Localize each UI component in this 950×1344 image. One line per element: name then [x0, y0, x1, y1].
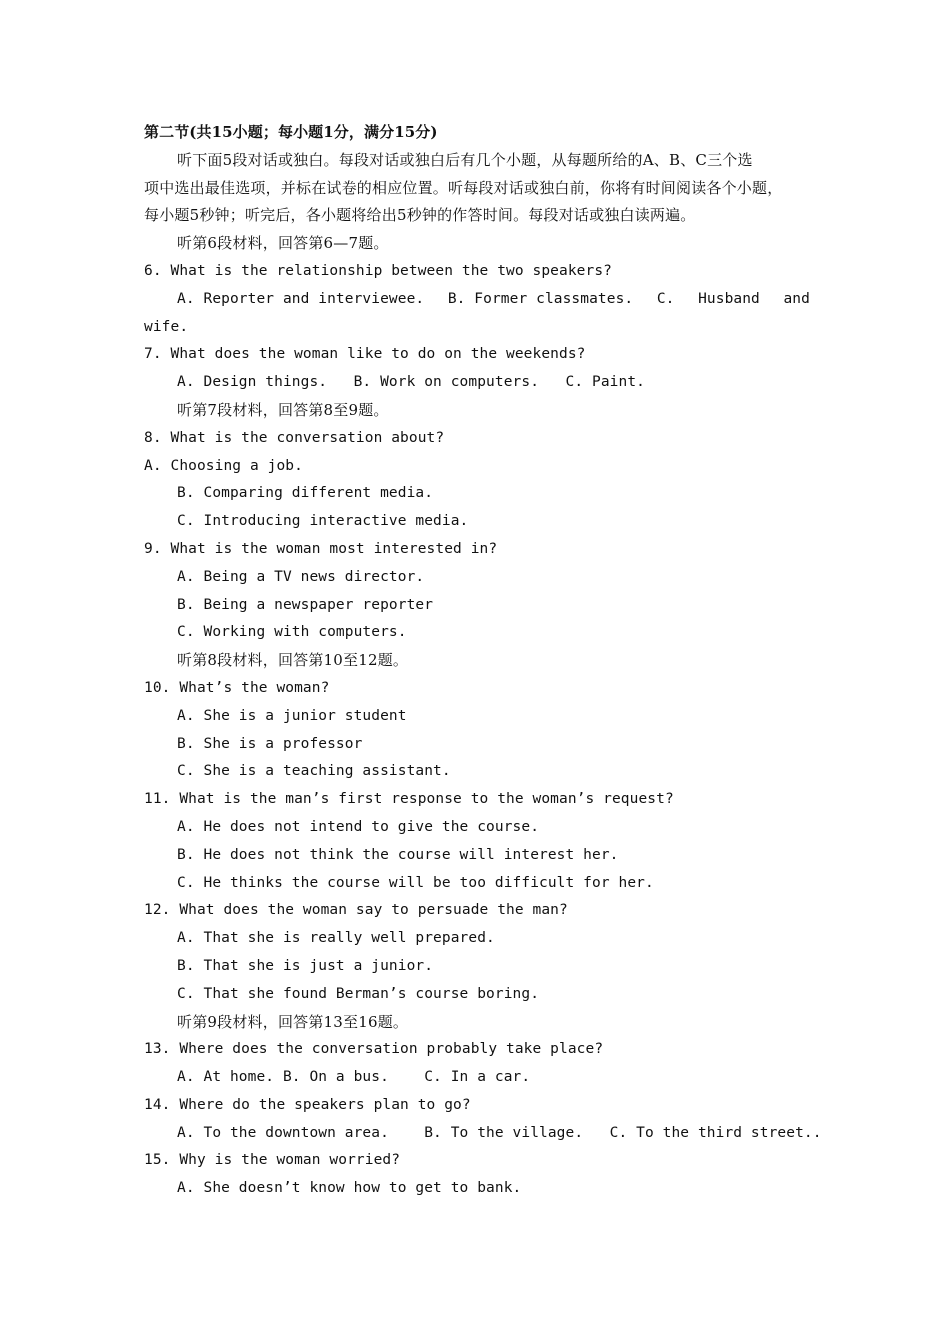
question-13-options: A. At home. B. On a bus. C. In a car.	[177, 1069, 531, 1086]
q11-option-a: A. He does not intend to give the course.	[177, 818, 540, 835]
question-8-stem: 8. What is the conversation about?	[144, 429, 445, 446]
question-14-options: A. To the downtown area. B. To the village. C. To the third street..	[177, 1124, 822, 1141]
q6-option-b: B. Former classmates.	[447, 290, 634, 307]
question-11-stem: 11. What is the man’s first response to the woman’s request?	[144, 791, 674, 808]
question-10-stem: 10. What’s the woman?	[144, 679, 330, 696]
q10-option-a: A. She is a junior student	[177, 707, 407, 724]
q6-option-c-letter: C.	[656, 290, 675, 307]
question-7-stem: 7. What does the woman like to do on the weekends?	[144, 346, 586, 363]
question-14-stem: 14. Where do the speakers plan to go?	[144, 1096, 471, 1113]
q9-option-c: C. Working with computers.	[177, 624, 407, 641]
q12-option-c: C. That she found Berman’s course boring.	[177, 985, 540, 1002]
q10-option-b: B. She is a professor	[177, 735, 363, 752]
q15-option-a: A. She doesn’t know how to get to bank.	[177, 1180, 522, 1197]
q6-option-a: A. Reporter and interviewee.	[177, 290, 425, 307]
question-13-stem: 13. Where does the conversation probably take place?	[144, 1041, 604, 1058]
question-12-stem: 12. What does the woman say to persuade the man?	[144, 902, 568, 919]
question-7-options: A. Design things. B. Work on computers. C. Paint.	[177, 374, 645, 391]
instructions-line-3: 每小题5秒钟；听完后，各小题将给出5秒钟的作答时间。每段对话或独白读两遍。	[144, 206, 696, 225]
instructions-line-2: 项中选出最佳选项，并标在试卷的相应位置。听每段对话或独白前，你将有时间阅读各个小题，	[144, 178, 783, 197]
q6-option-c-word1: Husband	[698, 290, 760, 307]
q8-option-a: A. Choosing a job.	[144, 457, 303, 474]
passage-7-intro: 听第7段材料，回答第8至9题。	[177, 400, 389, 419]
q8-option-c: C. Introducing interactive media.	[177, 513, 469, 530]
q8-option-b: B. Comparing different media.	[177, 485, 434, 502]
passage-6-intro: 听第6段材料，回答第6—7题。	[177, 234, 389, 253]
question-15-stem: 15. Why is the woman worried?	[144, 1152, 401, 1169]
passage-8-intro: 听第8段材料，回答第10至12题。	[177, 651, 409, 670]
q11-option-b: B. He does not think the course will interest her.	[177, 846, 619, 863]
q6-option-c-continued: wife.	[144, 318, 189, 335]
section-heading: 第二节(共15小题；每小题1分，满分15分)	[144, 123, 438, 141]
q11-option-c: C. He thinks the course will be too difficult for her.	[177, 874, 654, 891]
q10-option-c: C. She is a teaching assistant.	[177, 763, 451, 780]
q9-option-a: A. Being a TV news director.	[177, 568, 425, 585]
q6-option-c-word2: and	[783, 290, 810, 307]
q9-option-b: B. Being a newspaper reporter	[177, 596, 434, 613]
q12-option-a: A. That she is really well prepared.	[177, 930, 495, 947]
passage-9-intro: 听第9段材料，回答第13至16题。	[177, 1012, 409, 1031]
question-6-stem: 6. What is the relationship between the two speakers?	[144, 262, 612, 279]
instructions-line-1: 听下面5段对话或独白。每段对话或独白后有几个小题，从每题所给的A、B、C三个选	[177, 150, 753, 169]
question-6-options	[144, 286, 816, 314]
question-9-stem: 9. What is the woman most interested in?	[144, 540, 498, 557]
listening-section	[144, 119, 822, 1203]
q12-option-b: B. That she is just a junior.	[177, 957, 434, 974]
